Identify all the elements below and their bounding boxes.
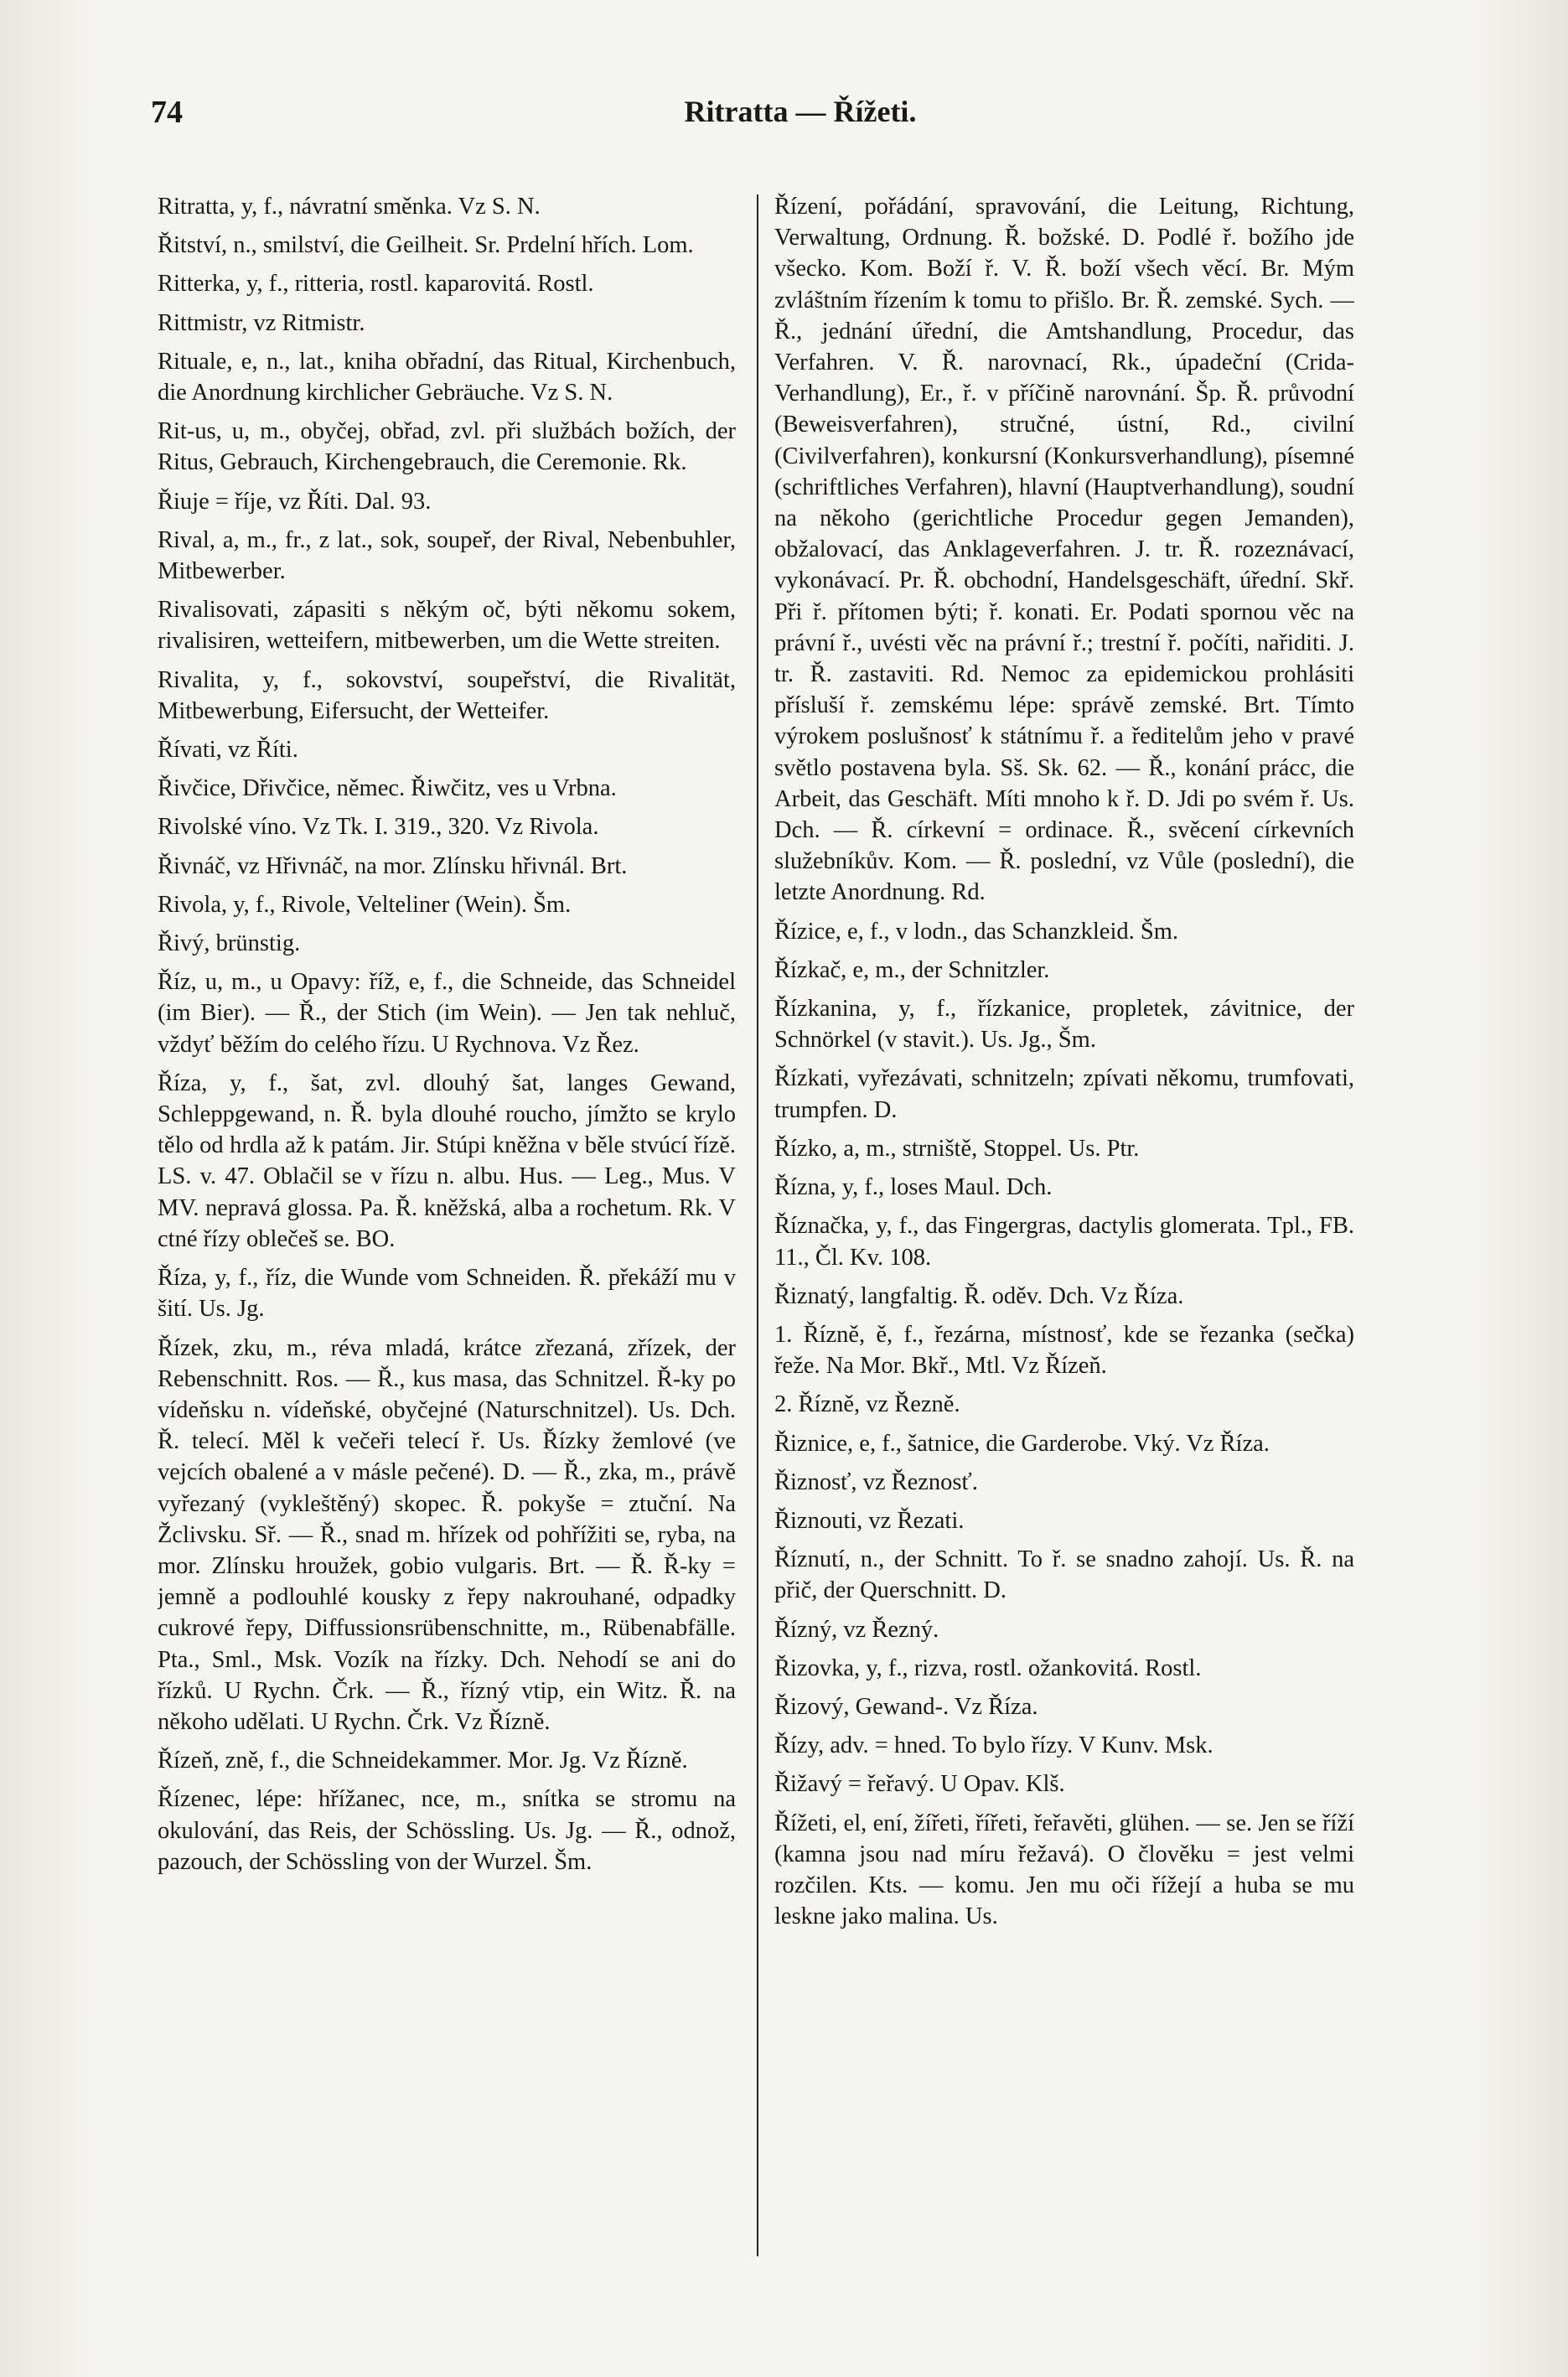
dictionary-entry: 1. Řízně, ě, f., řezárna, místnosť, kde se řezanka (sečka) řeže. Na Mor. Bkř., Mtl. Vz Řízeň. xyxy=(774,1321,1354,1380)
dictionary-entry: Řízna, y, f., loses Maul. Dch. xyxy=(774,1174,1053,1201)
dictionary-entry: Řízice, e, f., v lodn., das Schanzkleid. Šm. xyxy=(774,918,1179,945)
dictionary-entry: Řižavý = řeřavý. U Opav. Klš. xyxy=(774,1771,1065,1798)
dictionary-entry: Řivčice, Dřivčice, němec. Řiwčitz, ves u Vrbna. xyxy=(158,775,617,802)
dictionary-entry: Říza, y, f., šat, zvl. dlouhý šat, langes Gewand, Schleppgewand, n. Ř. byla dlouhé roucho, jímžto se krylo tělo od hrdla až k patám. Jir. Stúpi kněžna v běle stvúcí řízě. LS. v. 47. Oblačil se v řízu n. albu. Hus. — Leg., Mus. V MV. nepravá glossa. Pa. Ř. kněžská, alba a rochetum. Rk. V ctné řízy oblečeš se. BO. xyxy=(158,1069,736,1252)
dictionary-entry: Rival, a, m., fr., z lat., sok, soupeř, der Rival, Nebenbuhler, Mitbewerber. xyxy=(158,526,736,585)
page-number: 74 xyxy=(151,95,183,130)
right-column xyxy=(774,191,1354,2337)
dictionary-entry: Rivolské víno. Vz Tk. I. 319., 320. Vz Rivola. xyxy=(158,814,599,841)
dictionary-entry: Řízy, adv. = hned. To bylo řízy. V Kunv. Msk. xyxy=(774,1732,1214,1759)
dictionary-entry: Řiznouti, vz Řezati. xyxy=(774,1507,965,1534)
dictionary-entry: Říznačka, y, f., das Fingergras, dactylis glomerata. Tpl., FB. 11., Čl. Kv. 108. xyxy=(774,1213,1354,1271)
dictionary-entry: Řízkač, e, m., der Schnitzler. xyxy=(774,956,1050,983)
dictionary-entry: Rivalita, y, f., sokovství, soupeřství, die Rivalität, Mitbewerbung, Eifersucht, der Wetteifer. xyxy=(158,666,736,724)
dictionary-entry: Řízko, a, m., strniště, Stoppel. Us. Ptr. xyxy=(774,1135,1140,1162)
dictionary-entry: Řiuje = říje, vz Říti. Dal. 93. xyxy=(158,488,432,515)
dictionary-entry: Rit-us, u, m., obyčej, obřad, zvl. při službách božích, der Ritus, Gebrauch, Kirchengebrauch, die Ceremonie. Rk. xyxy=(158,418,736,476)
dictionary-entry: Řiznatý, langfaltig. Ř. oděv. Dch. Vz Říza. xyxy=(774,1282,1184,1309)
dictionary-entry: Řiznosť, vz Řeznosť. xyxy=(774,1468,978,1495)
dictionary-entry: Řízný, vz Řezný. xyxy=(774,1616,939,1643)
dictionary-entry: Řízkati, vyřezávati, schnitzeln; zpívati někomu, trumfovati, trumpfen. D. xyxy=(774,1065,1354,1123)
dictionary-entry: Řiznice, e, f., šatnice, die Garderobe. Vký. Vz Říza. xyxy=(774,1430,1270,1457)
dictionary-entry: Řízeň, zně, f., die Schneidekammer. Mor. Jg. Vz Řízně. xyxy=(158,1748,688,1774)
dictionary-entry: Říz, u, m., u Opavy: říž, e, f., die Schneide, das Schneidel (im Bier). — Ř., der Stich (im Wein). — Jen tak nehluč, vždyť běžím do celého řízu. U Rychnova. Vz Řez. xyxy=(158,969,736,1058)
dictionary-entry: Rittmistr, vz Ritmistr. xyxy=(158,309,365,336)
dictionary-entry: Ritterka, y, f., ritteria, rostl. kaparovitá. Rostl. xyxy=(158,271,594,298)
dictionary-entry: Řizový, Gewand-. Vz Říza. xyxy=(774,1693,1038,1720)
dictionary-entry: Řížeti, el, ení, žířeti, řířeti, řeřavěti, glühen. — se. Jen se říží (kamna jsou nad míru řežavá). O člověku = jest velmi rozčilen. Kts. — komu. Jen mu oči řížejí a huba se mu leskne jako malina. Us. xyxy=(774,1810,1354,1930)
dictionary-entry: Řízkanina, y, f., řízkanice, propletek, závitnice, der Schnörkel (v stavit.). Us. Jg., Šm. xyxy=(774,996,1354,1054)
running-title: Ritratta — Řížeti. xyxy=(684,95,917,128)
page-header xyxy=(151,94,1450,144)
left-column xyxy=(158,191,736,2337)
dictionary-entry: Rivalisovati, zápasiti s někým oč, býti někomu sokem, rivalisiren, wetteifern, mitbewerben, um die Wette streiten. xyxy=(158,597,736,655)
dictionary-entry: Řizovka, y, f., rizva, rostl. ožankovitá. Rostl. xyxy=(774,1655,1202,1681)
dictionary-entry: Řitství, n., smilství, die Geilheit. Sr. Prdelní hřích. Lom. xyxy=(158,232,694,259)
dictionary-entry: Řízek, zku, m., réva mladá, krátce zřezaná, zřízek, der Rebenschnitt. Ros. — Ř., kus masa, das Schnitzel. Ř-ky po vídeňsku n. vídeňské, obyčejné (Naturschnitzel). Us. Dch. Ř. telecí. Měl k večeři telecí ř. Us. Řízky žemlové (ve vejcích obalené a v másle pečené). D. — Ř., zka, m., právě vyřezaný (vykleštěný) skopec. Ř. pokyše = ztuční. Na Žclivsku. Sř. — Ř., snad m. hřízek od pohřížiti se, ryba, na mor. Zlínsku hroužek, gobio vulgaris. Brt. — Ř. Ř-ky = jemně a podlouhlé kousky z řepy nakrouhané, odpadky cukrové řepy, Diffussionsrübenschnitte, m., Rübenabfälle. Pta., Sml., Msk. Vozík na řízky. Dch. Nehodí se ani do řízků. U Rychn. Črk. — Ř., řízný vtip, ein Witz. Ř. na někoho udělati. U Rychn. Črk. Vz Řízně. xyxy=(158,1334,736,1735)
dictionary-entry: Říznutí, n., der Schnitt. To ř. se snadno zahojí. Us. Ř. na přič, der Querschnitt. D. xyxy=(774,1546,1354,1604)
dictionary-entry: Řivnáč, vz Hřivnáč, na mor. Zlínsku hřivnál. Brt. xyxy=(158,852,628,879)
dictionary-entry: Rituale, e, n., lat., kniha obřadní, das Ritual, Kirchenbuch, die Anordnung kirchlicher Gebräuche. Vz S. N. xyxy=(158,348,736,407)
dictionary-entry: Řízenec, lépe: hřížanec, nce, m., snítka se stromu na okulování, das Reis, der Schössling. Us. Jg. — Ř., odnož, pazouch, der Schössling von der Wurzel. Šm. xyxy=(158,1786,736,1875)
dictionary-entry: 2. Řízně, vz Řezně. xyxy=(774,1391,960,1418)
dictionary-entry: Rivola, y, f., Rivole, Velteliner (Wein). Šm. xyxy=(158,891,572,918)
dictionary-entry: Řívati, vz Říti. xyxy=(158,737,298,764)
dictionary-entry: Řivý, brünstig. xyxy=(158,930,301,957)
dictionary-entry: Říza, y, f., říz, die Wunde vom Schneiden. Ř. překáží mu v šití. Us. Jg. xyxy=(158,1265,736,1323)
dictionary-entry: Řízení, pořádání, spravování, die Leitung, Richtung, Verwaltung, Ordnung. Ř. božské. D. Podlé ř. božího jde všecko. Kom. Boží ř. V. Ř. boží všech věcí. Br. Mým zvláštním řízením k tomu to přišlo. Br. Ř. zemské. Sych. — Ř., jednání úřední, die Amtshandlung, Procedur, das Verfahren. V. Ř. narovnací, Rk., úpadeční (Crida-Verhandlung), Er., ř. v příčině narovnání. Šp. Ř. průvodní (Beweisverfahren), stručné, ústní, Rd., civilní (Civilverfahren), konkursní (Konkursverhandlung), písemné (schriftliches Verfahren), hlavní (Hauptverhandlung), soudní na někoho (gerichtliche Procedur gegen Jemanden), obžalovací, das Anklageverfahren. J. tr. Ř. rozeznávací, vykonávací. Pr. Ř. obchodní, Handelsgeschäft, úřední. Skř. Při ř. přítomen býti; ř. konati. Er. Podati spornou věc na právní ř., uvésti věc na právní ř.; trestní ř. počíti, nařiditi. J. tr. Ř. zastaviti. Rd. Nemoc za epidemickou prohlásiti přísluší ř. zemskému lépe: správě zemské. Brt. Tímto výrokem poslušnosť k státnímu ř. a ředitelům jeho v pravé světlo postavena byla. Sš. Sk. 62. — Ř., konání prácc, die Arbeit, das Geschäft. Míti mnoho k ř. D. Jdi po svém ř. Us. Dch. — Ř. církevní = ordinace. Ř., svěcení církevních služebníkův. Kom. — Ř. poslední, vz Vůle (poslední), die letzte Anordnung. Rd. xyxy=(774,194,1354,906)
column-divider xyxy=(757,194,758,2256)
dictionary-entry: Ritratta, y, f., návratní směnka. Vz S. N. xyxy=(158,194,541,220)
